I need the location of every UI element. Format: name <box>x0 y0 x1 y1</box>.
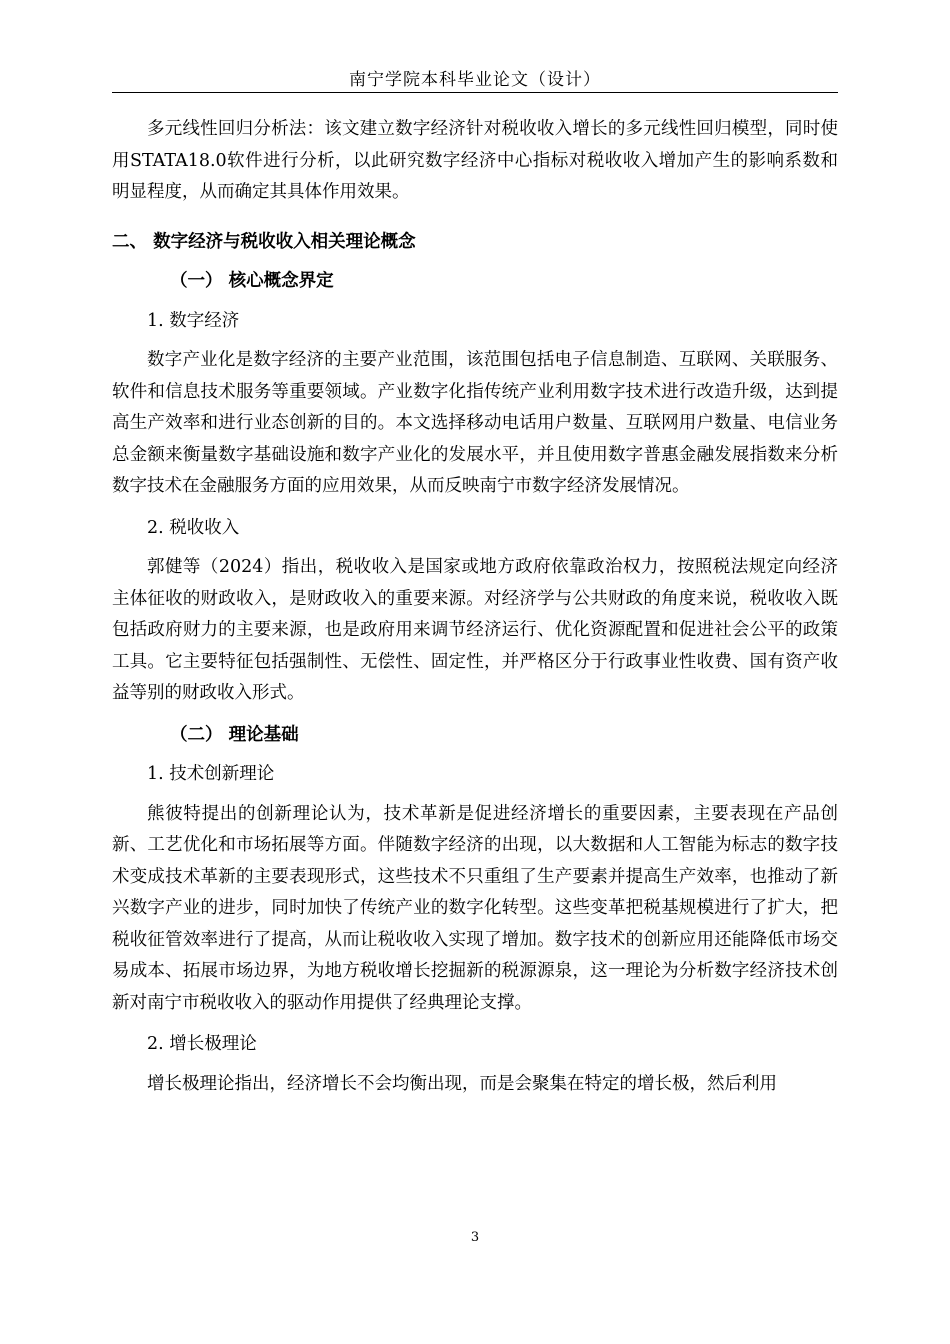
subsection-heading-theory: （二） 理论基础 <box>170 724 299 745</box>
subsection-heading-core-concepts: （一） 核心概念界定 <box>170 271 334 291</box>
paragraph-digital-economy: 数字产业化是数字经济的主要产业范围，该范围包括电子信息制造、互联网、关联服务、软件和信息技术服务等重要领域。产业数字化指传统产业利用数字技术进行改造升级，达到提高生产效率和进行业态创新的目的。本文选择移动电话用户数量、互联网用户数量、电信业务总金额来衡量数字基础设施和数字产业化的发展水平，并且使用数字普惠金融发展指数来分析数字技术在金融服务方面的应用效果，从而反映南宁市数字经济发展情况。 <box>112 350 838 496</box>
paragraph-innovation-theory: 熊彼特提出的创新理论认为，技术革新是促进经济增长的重要因素，主要表现在产品创新、工艺优化和市场拓展等方面。伴随数字经济的出现，以大数据和人工智能为标志的数字技术变成技术革新的主要表现形式，这些技术不只重组了生产要素并提高生产效率，也推动了新兴数字产业的进步，同时加快了传统产业的数字化转型。这些变革把税基规模进行了扩大，把税收征管效率进行了提高，从而让税收收入实现了增加。数字技术的创新应用还能降低市场交易成本、拓展市场边界，为地方税收增长挖掘新的税源源泉，这一理论为分析数字经济技术创新对南宁市税收收入的驱动作用提供了经典理论支撑。 <box>112 803 838 1013</box>
paragraph-method: 多元线性回归分析法：该文建立数字经济针对税收收入增长的多元线性回归模型，同时使用STATA18.0软件进行分析，以此研究数字经济中心指标对税收收入增加产生的影响系数和明显程度，从而确定其具体作用效果。 <box>112 119 838 202</box>
item-heading-digital-economy: 1. 数字经济 <box>147 310 240 331</box>
paragraph-tax-revenue: 郭健等（2024）指出，税收收入是国家或地方政府依靠政治权力，按照税法规定向经济主体征收的财政收入，是财政收入的重要来源。对经济学与公共财政的角度来说，税收收入既包括政府财力的主要来源，也是政府用来调节经济运行、优化资源配置和促进社会公平的政策工具。它主要特征包括强制性、无偿性、固定性，并严格区分于行政事业性收费、国有资产收益等别的财政收入形式。 <box>112 557 838 703</box>
page-header: 南宁学院本科毕业论文（设计） <box>349 70 601 90</box>
header-divider <box>112 92 838 93</box>
item-heading-growth-pole: 2. 增长极理论 <box>147 1034 257 1054</box>
section-heading-2: 二、 数字经济与税收收入相关理论概念 <box>112 231 416 252</box>
page-body <box>112 112 838 1100</box>
page-number: 3 <box>470 1230 480 1245</box>
paragraph-growth-pole: 增长极理论指出，经济增长不会均衡出现，而是会聚集在特定的增长极，然后利用 <box>147 1073 777 1094</box>
item-heading-tax-revenue: 2. 税收收入 <box>147 517 240 538</box>
item-heading-innovation-theory: 1. 技术创新理论 <box>147 764 275 784</box>
